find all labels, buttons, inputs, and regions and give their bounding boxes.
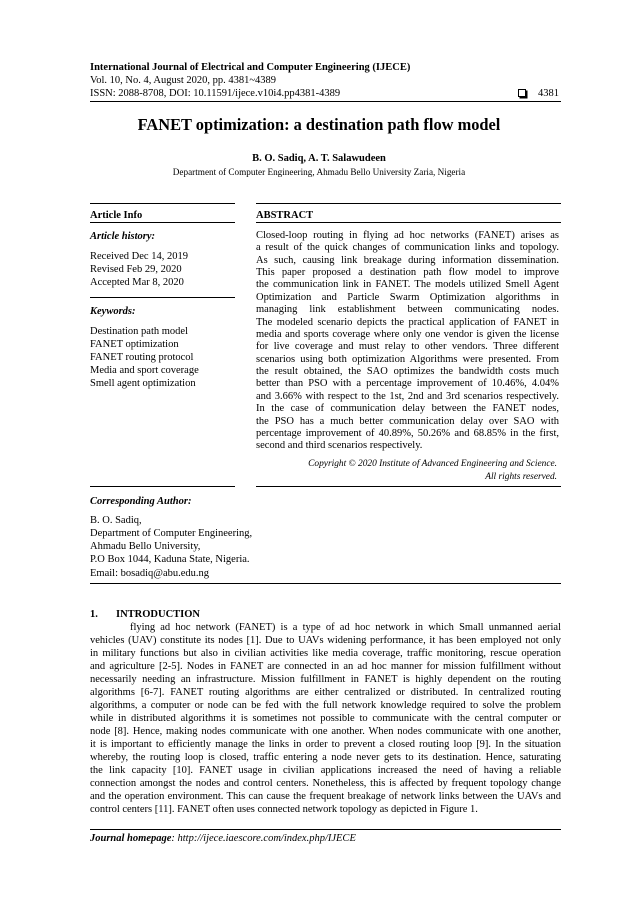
paragraph-line: in military functions but also in civilian activities like media coverage, traffic monitoring, rescue operation [90, 647, 561, 659]
keyword-item: Destination path model [90, 325, 188, 337]
author-affiliation: Department of Computer Engineering, Ahmadu Bello University Zaria, Nigeria [172, 167, 466, 177]
journal-homepage [90, 832, 356, 845]
abstract-heading-divider [256, 222, 561, 223]
paragraph-line: and agriculture [2-5]. Nodes in FANET are connected in an ad hoc manner for mission fulfillment without [90, 660, 561, 672]
abstract-line: Optimization and Particle Swarm Optimization algorithms in [256, 291, 559, 303]
abstract-line: managing link establishment between communicating nodes. [256, 304, 559, 316]
history-item: Received Dec 14, 2019 [90, 250, 188, 262]
square-bullet-icon [518, 89, 526, 97]
volume-info: Vol. 10, No. 4, August 2020, pp. 4381~4389 [90, 74, 277, 86]
abstract-line: the PSO has a much better communication delay over SAO with [256, 415, 559, 427]
abstract-line: and 3.66% with respect to the 1st, 2nd and 3rd scenarios respectively. [256, 390, 559, 402]
paragraph-line: the link capacity [10]. FANET usage in civilian applications increased the need of having a reliable [90, 764, 561, 776]
keyword-item: FANET optimization [90, 338, 179, 350]
abstract-top-divider [256, 203, 561, 205]
history-keywords-divider [90, 297, 235, 298]
abstract-line: Closed-loop routing in flying ad hoc networks (FANET) arises as [256, 229, 559, 241]
abstract-line: This paper proposed a destination path flow model to improve [256, 266, 559, 278]
keyword-item: FANET routing protocol [90, 351, 194, 363]
section-heading: INTRODUCTION [116, 608, 201, 620]
paper-title: FANET optimization: a destination path flow model [137, 115, 501, 134]
abstract-body [256, 230, 559, 453]
footer-divider [90, 829, 561, 830]
paragraph-line: vehicles (UAV) constitute its nodes [1]. Due to UAVs widening performance, it has been employed not only [90, 634, 561, 646]
abstract-line: the communication link in FANET. The models utilized Smell Agent [256, 279, 559, 291]
history-item: Accepted Mar 8, 2020 [90, 276, 184, 288]
article-history-label: Article history: [90, 230, 156, 242]
abstract-line: the result obtained, the SAO optimizes the bandwidth costs much [256, 366, 559, 378]
abstract-line: for live coverage and must relay to other vendors. Three different [256, 341, 559, 353]
keyword-item: Media and sport coverage [90, 364, 199, 376]
article-info-heading-divider [90, 222, 235, 223]
paragraph-line: whereby, the routing loop is closed, traffic entering a node never gets to its destination. Hence, saturating [90, 751, 561, 763]
author-department: Department of Computer Engineering, [90, 527, 253, 539]
abstract-line: As such, causing link breakage during information dissemination. [256, 254, 559, 266]
paragraph-line: and the operation environment. This can cause the frequent breakage of network links between the UAVs and [90, 790, 561, 802]
abstract-line: The modeled scenario depicts the practical application of FANET in [256, 316, 559, 328]
corresponding-author-divider [90, 583, 561, 584]
abstract-line: better than PSO with a percentage improvement of 10.46%, 4.04% [256, 378, 559, 390]
homepage-link[interactable]: : http://ijece.iaescore.com/index.php/IJECE [171, 832, 356, 844]
copyright-line: All rights reserved. [485, 471, 557, 482]
corresponding-author-details [90, 514, 390, 580]
homepage-label: Journal homepage [90, 832, 172, 844]
abstract-line: In the case of communication delay between the FANET nodes, [256, 403, 559, 415]
abstract-line: media and sports coverage where only one vendor is given the license [256, 328, 559, 340]
header-divider [90, 101, 561, 102]
abstract-bottom-divider [256, 486, 561, 487]
paragraph-line: algorithms [6-7]. FANET routing algorithms are either centralized or distributed. In centralized routing [90, 686, 561, 698]
keywords-label: Keywords: [90, 305, 136, 317]
copyright-line: Copyright © 2020 Institute of Advanced Engineering and Science. [308, 458, 557, 469]
author-name: B. O. Sadiq, [90, 514, 142, 526]
abstract-line: scenarios using both optimization Algorithms were presented. From [256, 353, 559, 365]
section-number: 1. [90, 608, 98, 620]
history-item: Revised Feb 29, 2020 [90, 263, 182, 275]
author-list: B. O. Sadiq, A. T. Salawudeen [252, 152, 386, 164]
author-email: Email: bosadiq@abu.edu.ng [90, 567, 210, 579]
page-number: 4381 [538, 87, 559, 99]
journal-name: International Journal of Electrical and Computer Engineering (IJECE) [90, 61, 411, 73]
paragraph-line: connection amongst the nodes and control centers. Nonetheless, this is affected by frequent topology change [90, 777, 561, 789]
abstract-line: percentage improvement of 40.89%, 50.26% and 68.85% in the first, [256, 428, 559, 440]
article-history-list [90, 250, 235, 289]
paragraph-line: it is important to efficiently manage the links in order to prevent a closed routing loop [9]. In the situation [90, 738, 561, 750]
issn-doi: ISSN: 2088-8708, DOI: 10.11591/ijece.v10i4.pp4381-4389 [90, 87, 341, 99]
article-info-bottom-divider [90, 486, 235, 487]
abstract-heading: ABSTRACT [256, 209, 314, 221]
author-address: P.O Box 1044, Kaduna State, Nigeria. [90, 554, 250, 566]
paragraph-line: algorithms, a computer or node can be fed with the full network knowledge required to solve the problem [90, 699, 561, 711]
keywords-list [90, 325, 235, 390]
keyword-item: Smell agent optimization [90, 377, 196, 389]
introduction-paragraph [90, 621, 561, 816]
abstract-line: a result of the quick changes of communication links and topology. [256, 242, 559, 254]
paragraph-line: necessarily needing an infrastructure. Mission fulfillment in FANET is highly dependent on the routing [90, 673, 561, 685]
paragraph-line: control centers [11]. FANET often uses connected network topology as depicted in Figure 1. [90, 803, 478, 815]
paragraph-line: node [8]. Hence, making nodes communicate with one another. When nodes communicate with one another, [90, 725, 561, 737]
abstract-line: second and third scenarios respectively. [256, 440, 423, 452]
paragraph-line: while in distributed algorithms it is sometimes not possible to communicate with the central computer or [90, 712, 561, 724]
author-university: Ahmadu Bello University, [90, 541, 201, 553]
copyright-notice [256, 458, 557, 484]
corresponding-author-label: Corresponding Author: [90, 495, 192, 507]
paragraph-line: flying ad hoc network (FANET) is a type of ad hoc network in which Small unmanned aerial [130, 621, 561, 633]
article-info-heading: Article Info [90, 209, 143, 221]
article-info-top-divider [90, 203, 235, 205]
